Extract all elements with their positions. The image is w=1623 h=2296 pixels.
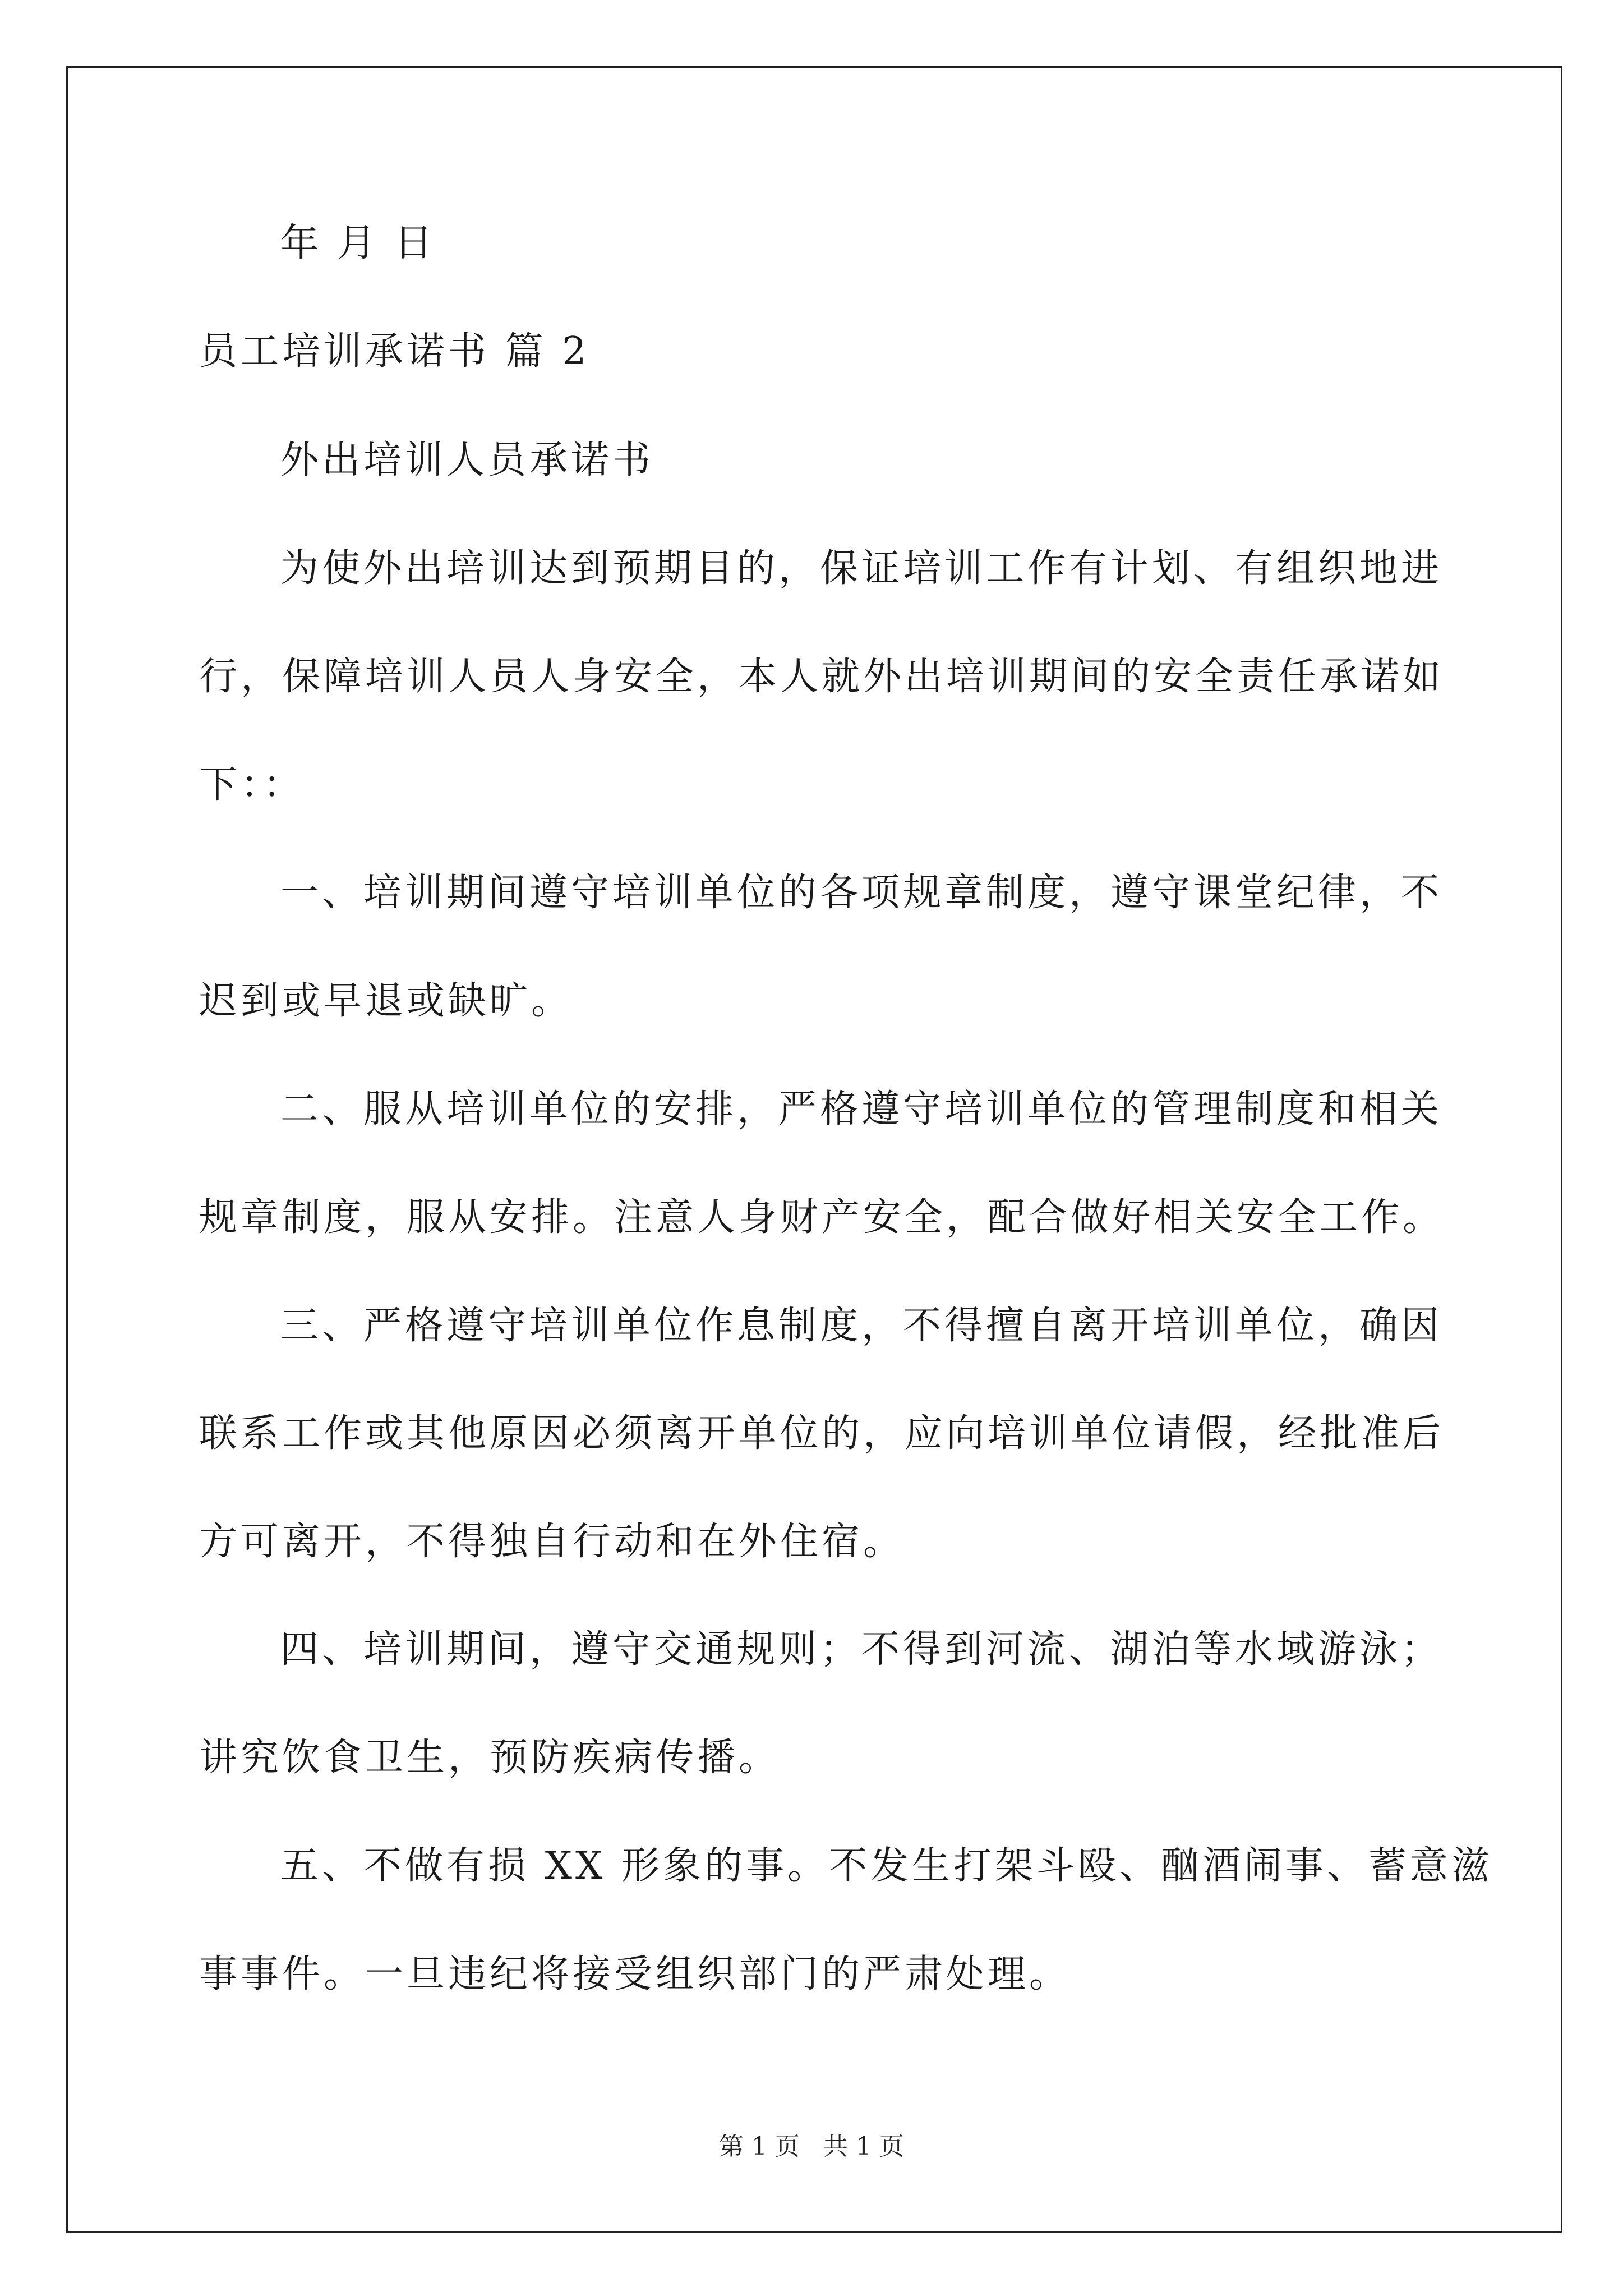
paragraph-line: 联系工作或其他原因必须离开单位的，应向培训单位请假，经批准后 (199, 1411, 1445, 1456)
document-subtitle: 外出培训人员承诺书 (280, 438, 654, 482)
paragraph-line: 为使外出培训达到预期目的，保证培训工作有计划、有组织地进 (280, 546, 1443, 591)
page-number: 第 1 页 (719, 2132, 800, 2161)
section-heading: 员工培训承诺书 篇 2 (199, 329, 590, 374)
paragraph-line: 四、培训期间，遵守交通规则；不得到河流、湖泊等水域游泳； (280, 1627, 1443, 1672)
paragraph-line: 五、不做有损 XX 形象的事。不发生打架斗殴、酗酒闹事、蓄意滋 (280, 1844, 1493, 1888)
paragraph-line: 方可离开，不得独自行动和在外住宿。 (199, 1520, 905, 1564)
paragraph-line: 事事件。一旦违纪将接受组织部门的严肃处理。 (199, 1952, 1071, 1996)
paragraph-line: 迟到或早退或缺旷。 (199, 979, 573, 1023)
paragraph-line: 规章制度，服从安排。注意人身财产安全，配合做好相关安全工作。 (199, 1195, 1445, 1240)
paragraph-line: 三、严格遵守培训单位作息制度，不得擅自离开培训单位，确因 (280, 1304, 1443, 1348)
paragraph-line: 下：： (199, 763, 305, 807)
date-line: 年 月 日 (280, 221, 436, 265)
page-border (66, 66, 1562, 2233)
paragraph-line: 二、服从培训单位的安排，严格遵守培训单位的管理制度和相关 (280, 1087, 1443, 1131)
paragraph-line: 讲究饮食卫生，预防疾病传播。 (199, 1736, 781, 1780)
paragraph-line: 一、培训期间遵守培训单位的各项规章制度，遵守课堂纪律，不 (280, 871, 1443, 915)
paragraph-line: 行，保障培训人员人身安全，本人就外出培训期间的安全责任承诺如 (199, 655, 1445, 699)
page-footer (0, 2134, 1623, 2159)
page-total: 共 1 页 (823, 2132, 904, 2161)
